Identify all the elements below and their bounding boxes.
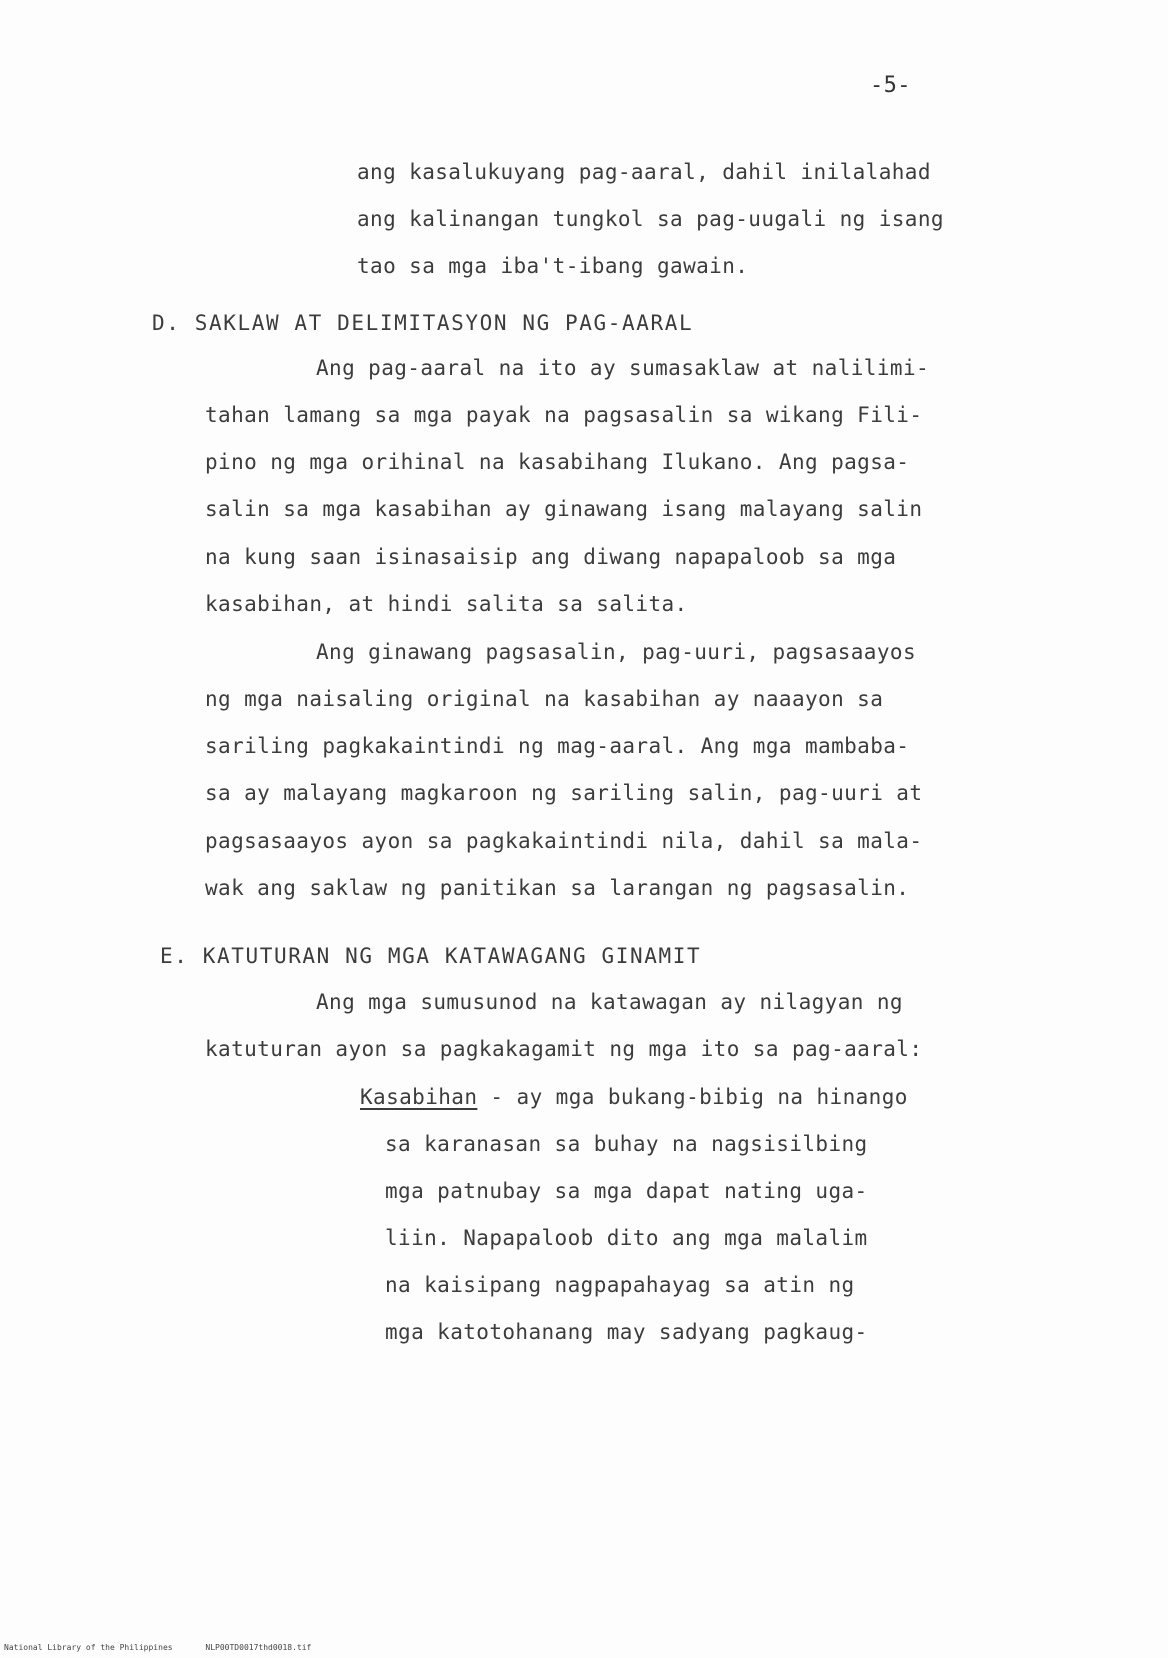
section-d-para1-line: salin sa mga kasabihan ay ginawang isang malayang salin [205, 497, 923, 521]
section-d-para1-line: pino ng mga orihinal na kasabihang Ilukano. Ang pagsa- [205, 450, 910, 474]
section-d-para1-line: kasabihan, at hindi salita sa salita. [205, 592, 688, 616]
intro-line-2: ang kalinangan tungkol sa pag-uugali ng isang [357, 207, 944, 231]
definition-line: liin. Napapaloob dito ang mga malalim [385, 1226, 868, 1250]
section-e-para1-line: katuturan ayon sa pagkakagamit ng mga ito sa pag-aaral: [205, 1037, 923, 1061]
definition-line: mga katotohanang may sadyang pagkaug- [385, 1320, 868, 1344]
defined-term: Kasabihan [360, 1085, 478, 1109]
scan-footer [4, 1643, 339, 1652]
page-number: -5- [870, 73, 911, 98]
section-d-para2-line: pagsasaayos ayon sa pagkakaintindi nila, dahil sa mala- [205, 829, 923, 853]
section-d-para2-line: ng mga naisaling original na kasabihan ay naaayon sa [205, 687, 884, 711]
section-d-para1-line: na kung saan isinasaisip ang diwang napapaloob sa mga [205, 545, 897, 569]
section-d-para2-line: wak ang saklaw ng panitikan sa larangan ng pagsasalin. [205, 876, 910, 900]
section-e-para1-line: Ang mga sumusunod na katawagan ay nilagyan ng [316, 990, 903, 1014]
footer-library: National Library of the Philippines [4, 1643, 173, 1652]
definition-first-line [360, 1085, 908, 1109]
section-d-para2-line: sariling pagkakaintindi ng mag-aaral. Ang mga mambaba- [205, 734, 910, 758]
section-d-para2-line: Ang ginawang pagsasalin, pag-uuri, pagsasaayos [316, 640, 916, 664]
definition-line: na kaisipang nagpapahayag sa atin ng [385, 1273, 855, 1297]
intro-line-3: tao sa mga iba't-ibang gawain. [357, 254, 749, 278]
section-d-para1-line: Ang pag-aaral na ito ay sumasaklaw at nalilimi- [316, 356, 930, 380]
definition-start: - ay mga bukang-bibig na hinango [477, 1085, 908, 1109]
section-d-para1-line: tahan lamang sa mga payak na pagsasalin sa wikang Fili- [205, 403, 923, 427]
section-e-heading: E. KATUTURAN NG MGA KATAWAGANG GINAMIT [160, 944, 702, 968]
section-d-heading: D. SAKLAW AT DELIMITASYON NG PAG-AARAL [152, 311, 694, 335]
definition-line: sa karanasan sa buhay na nagsisilbing [385, 1132, 868, 1156]
footer-filename: NLP00TD0017thd0018.tif [205, 1643, 312, 1652]
section-d-para2-line: sa ay malayang magkaroon ng sariling salin, pag-uuri at [205, 781, 923, 805]
definition-line: mga patnubay sa mga dapat nating uga- [385, 1179, 868, 1203]
intro-line-1: ang kasalukuyang pag-aaral, dahil inilalahad [357, 160, 931, 184]
